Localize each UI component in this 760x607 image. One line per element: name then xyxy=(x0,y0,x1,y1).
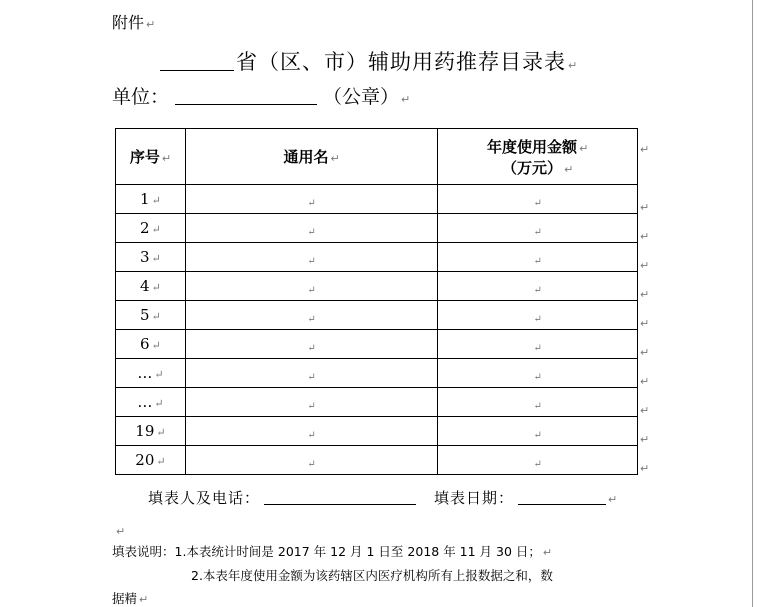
document-title: 省（区、市）辅助用药推荐目录表 ↵ xyxy=(160,46,578,76)
paragraph-mark-icon: ↵ xyxy=(146,18,156,31)
generic-name-cell[interactable]: ↵ xyxy=(185,185,437,214)
row-end-mark-icon: ↵ xyxy=(640,433,650,446)
generic-name-cell[interactable]: ↵ xyxy=(185,446,437,475)
row-end-mark-icon: ↵ xyxy=(640,143,650,156)
seq-cell[interactable]: 5 ↵ xyxy=(116,301,186,330)
attachment-label: 附件 ↵ xyxy=(112,13,156,32)
table-row xyxy=(116,330,638,359)
row-end-mark-icon: ↵ xyxy=(640,201,650,214)
table-row xyxy=(116,243,638,272)
note-line-2: 2.本表年度使用金额为该药辖区内医疗机构所有上报数据之和，数 xyxy=(191,568,553,583)
paragraph-mark-icon: ↵ xyxy=(608,493,619,506)
seq-cell[interactable]: 3 ↵ xyxy=(116,243,186,272)
unit-blank[interactable] xyxy=(175,86,317,105)
annual-amount-cell[interactable]: ↵ xyxy=(438,243,638,272)
row-end-mark-icon: ↵ xyxy=(640,288,650,301)
generic-name-cell[interactable]: ↵ xyxy=(185,388,437,417)
header-seq: 序号 ↵ xyxy=(116,129,186,185)
seq-cell[interactable]: … ↵ xyxy=(116,388,186,417)
table-row xyxy=(116,388,638,417)
paragraph-mark-icon: ↵ xyxy=(116,525,126,538)
row-end-mark-icon: ↵ xyxy=(640,346,650,359)
annual-amount-cell[interactable]: ↵ xyxy=(438,330,638,359)
generic-name-cell[interactable]: ↵ xyxy=(185,330,437,359)
paragraph-mark-icon: ↵ xyxy=(401,93,411,106)
seq-cell[interactable]: 6 ↵ xyxy=(116,330,186,359)
table-row xyxy=(116,185,638,214)
paragraph-mark-icon: ↵ xyxy=(542,546,553,559)
table-row xyxy=(116,301,638,330)
row-end-mark-icon: ↵ xyxy=(640,230,650,243)
annual-amount-cell[interactable]: ↵ xyxy=(438,446,638,475)
province-blank[interactable] xyxy=(160,52,234,71)
row-end-mark-icon: ↵ xyxy=(640,259,650,272)
generic-name-cell[interactable]: ↵ xyxy=(185,243,437,272)
seq-cell[interactable]: 1 ↵ xyxy=(116,185,186,214)
generic-name-cell[interactable]: ↵ xyxy=(185,272,437,301)
row-end-mark-icon: ↵ xyxy=(640,317,650,330)
unit-line: 单位： （公章） ↵ xyxy=(112,86,411,108)
annual-amount-cell[interactable]: ↵ xyxy=(438,185,638,214)
annual-amount-cell[interactable]: ↵ xyxy=(438,301,638,330)
seq-cell[interactable]: 20 ↵ xyxy=(116,446,186,475)
seq-cell[interactable]: 2 ↵ xyxy=(116,214,186,243)
table-row xyxy=(116,446,638,475)
fill-date-blank[interactable] xyxy=(518,490,606,505)
generic-name-cell[interactable]: ↵ xyxy=(185,417,437,446)
table-row xyxy=(116,417,638,446)
header-annual-amount: 年度使用金额 ↵ （万元） ↵ xyxy=(438,129,638,185)
table-row xyxy=(116,272,638,301)
annual-amount-cell[interactable]: ↵ xyxy=(438,388,638,417)
filler-line: 填表人及电话： 填表日期： ↵ xyxy=(148,489,619,507)
note-line-3: 据精 ↵ xyxy=(112,591,149,606)
table-row xyxy=(116,214,638,243)
seq-cell[interactable]: 19 ↵ xyxy=(116,417,186,446)
annual-amount-cell[interactable]: ↵ xyxy=(438,214,638,243)
empty-paragraph xyxy=(114,520,125,539)
table-row xyxy=(116,359,638,388)
paragraph-mark-icon: ↵ xyxy=(139,593,149,606)
header-generic-name: 通用名 ↵ xyxy=(185,129,437,185)
generic-name-cell[interactable]: ↵ xyxy=(185,214,437,243)
seq-cell[interactable]: … ↵ xyxy=(116,359,186,388)
row-end-mark-icon: ↵ xyxy=(640,404,650,417)
generic-name-cell[interactable]: ↵ xyxy=(185,301,437,330)
annual-amount-cell[interactable]: ↵ xyxy=(438,417,638,446)
annual-amount-cell[interactable]: ↵ xyxy=(438,359,638,388)
note-line-1: 填表说明：1.本表统计时间是 2017 年 12 月 1 日至 2018 年 11 月 30 日； ↵ xyxy=(112,544,553,559)
row-end-mark-icon: ↵ xyxy=(640,462,650,475)
annual-amount-cell[interactable]: ↵ xyxy=(438,272,638,301)
row-end-mark-icon: ↵ xyxy=(640,375,650,388)
table-header-row xyxy=(116,129,638,185)
recommendation-table xyxy=(115,128,638,475)
seq-cell[interactable]: 4 ↵ xyxy=(116,272,186,301)
paragraph-mark-icon: ↵ xyxy=(568,59,579,72)
generic-name-cell[interactable]: ↵ xyxy=(185,359,437,388)
filler-phone-blank[interactable] xyxy=(264,490,416,505)
